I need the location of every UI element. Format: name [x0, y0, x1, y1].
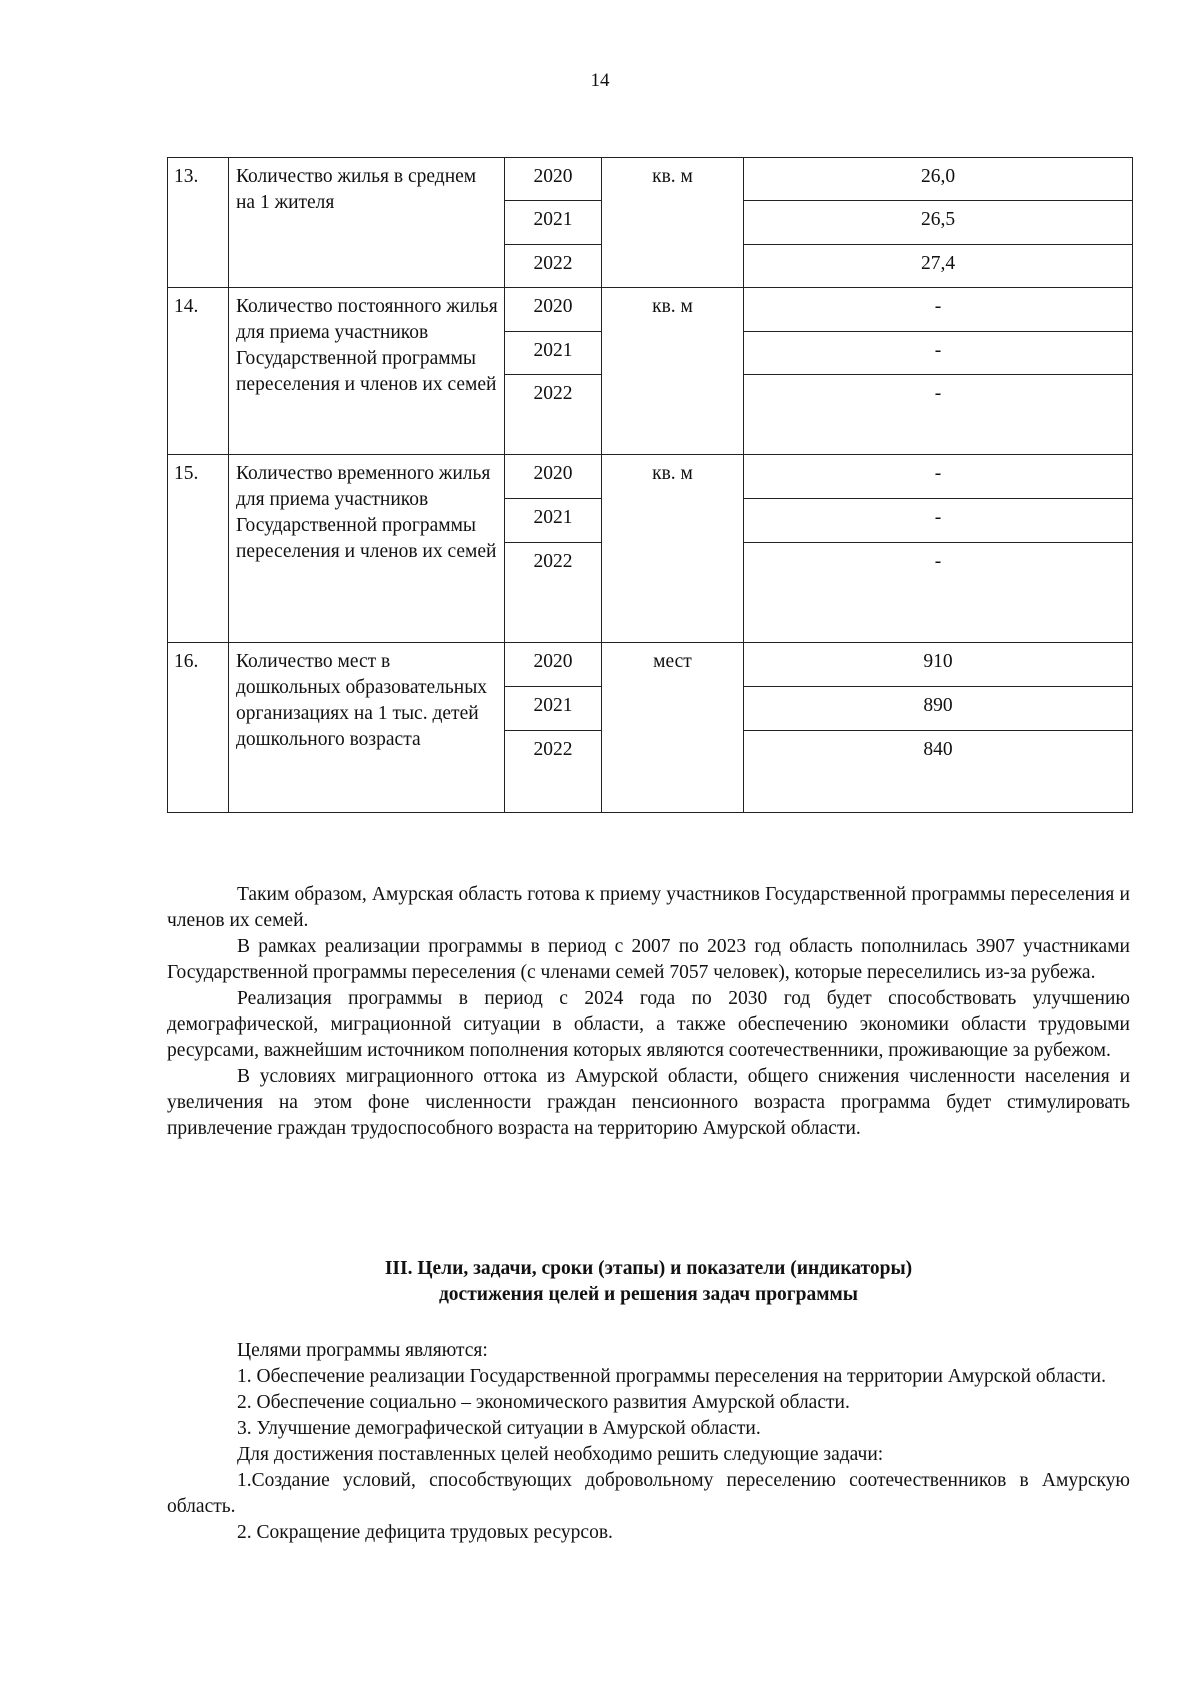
unit-cell: кв. м [602, 158, 744, 288]
indicator-name: Количество постоянного жилья для приема участников Государственной программы переселения и членов их семей [229, 288, 505, 455]
year-cell: 2022 [505, 731, 602, 813]
value-cell: 910 [744, 643, 1133, 687]
row-number: 13. [168, 158, 229, 288]
year-cell: 2021 [505, 332, 602, 375]
indicator-name: Количество жилья в среднем на 1 жителя [229, 158, 505, 288]
paragraph: Реализация программы в период с 2024 года по 2030 год будет способствовать улучшению демографической, миграционной ситуации в области, а также обеспечению экономики области трудовыми ресурсами, важнейшим источником пополнения которых являются соотечественники, проживающие за рубежом. [167, 988, 1130, 1061]
value-cell: - [744, 455, 1133, 499]
value-cell: 890 [744, 687, 1133, 731]
paragraph: Таким образом, Амурская область готова к приему участников Государственной программы переселения и членов их семей. [167, 884, 1130, 931]
value-cell: - [744, 288, 1133, 332]
unit-cell: кв. м [602, 288, 744, 455]
page-number: 14 [590, 70, 610, 91]
section-heading [167, 1256, 1130, 1308]
year-cell: 2022 [505, 543, 602, 643]
row-number: 15. [168, 455, 229, 643]
goals-text [167, 1338, 1130, 1546]
value-cell: 26,5 [744, 201, 1133, 245]
body-text [167, 882, 1130, 1142]
value-cell: 27,4 [744, 245, 1133, 288]
tasks-intro: Для достижения поставленных целей необходимо решить следующие задачи: [237, 1444, 884, 1465]
year-cell: 2022 [505, 245, 602, 288]
year-cell: 2022 [505, 375, 602, 455]
indicators-table [167, 157, 1133, 813]
task-item: 2. Сокращение дефицита трудовых ресурсов. [237, 1522, 613, 1543]
unit-cell: кв. м [602, 455, 744, 643]
table-row [168, 158, 1133, 201]
goals-intro: Целями программы являются: [237, 1340, 488, 1361]
value-cell: 840 [744, 731, 1133, 813]
paragraph: В рамках реализации программы в период с 2007 по 2023 год область пополнилась 3907 участниками Государственной программы переселения (с членами семей 7057 человек), которые переселились из-за рубежа. [167, 936, 1130, 983]
indicator-name: Количество временного жилья для приема участников Государственной программы переселения и членов их семей [229, 455, 505, 643]
goal-item: 3. Улучшение демографической ситуации в Амурской области. [237, 1418, 761, 1439]
goal-item: 2. Обеспечение социально – экономического развития Амурской области. [237, 1392, 850, 1413]
row-number: 16. [168, 643, 229, 813]
value-cell: - [744, 375, 1133, 455]
table-row [168, 643, 1133, 687]
task-item: 1.Создание условий, способствующих добровольному переселению соотечественников в Амурскую область. [167, 1470, 1130, 1517]
paragraph: В условиях миграционного оттока из Амурской области, общего снижения численности населения и увеличения на этом фоне численности граждан пенсионного возраста программа будет стимулировать привлечение граждан трудоспособного возраста на территорию Амурской области. [167, 1066, 1130, 1139]
year-cell: 2020 [505, 455, 602, 499]
year-cell: 2020 [505, 158, 602, 201]
section-heading-line: III. Цели, задачи, сроки (этапы) и показатели (индикаторы) [384, 1258, 913, 1279]
unit-cell: мест [602, 643, 744, 813]
indicator-name: Количество мест в дошкольных образовательных организациях на 1 тыс. детей дошкольного возраста [229, 643, 505, 813]
row-number: 14. [168, 288, 229, 455]
table-row [168, 288, 1133, 332]
value-cell: 26,0 [744, 158, 1133, 201]
section-heading-line: достижения целей и решения задач программы [438, 1284, 859, 1305]
value-cell: - [744, 499, 1133, 543]
year-cell: 2020 [505, 643, 602, 687]
year-cell: 2021 [505, 687, 602, 731]
year-cell: 2021 [505, 499, 602, 543]
table-row [168, 455, 1133, 499]
value-cell: - [744, 332, 1133, 375]
year-cell: 2020 [505, 288, 602, 332]
value-cell: - [744, 543, 1133, 643]
goal-item: 1. Обеспечение реализации Государственной программы переселения на территории Амурской области. [237, 1366, 1106, 1387]
year-cell: 2021 [505, 201, 602, 245]
